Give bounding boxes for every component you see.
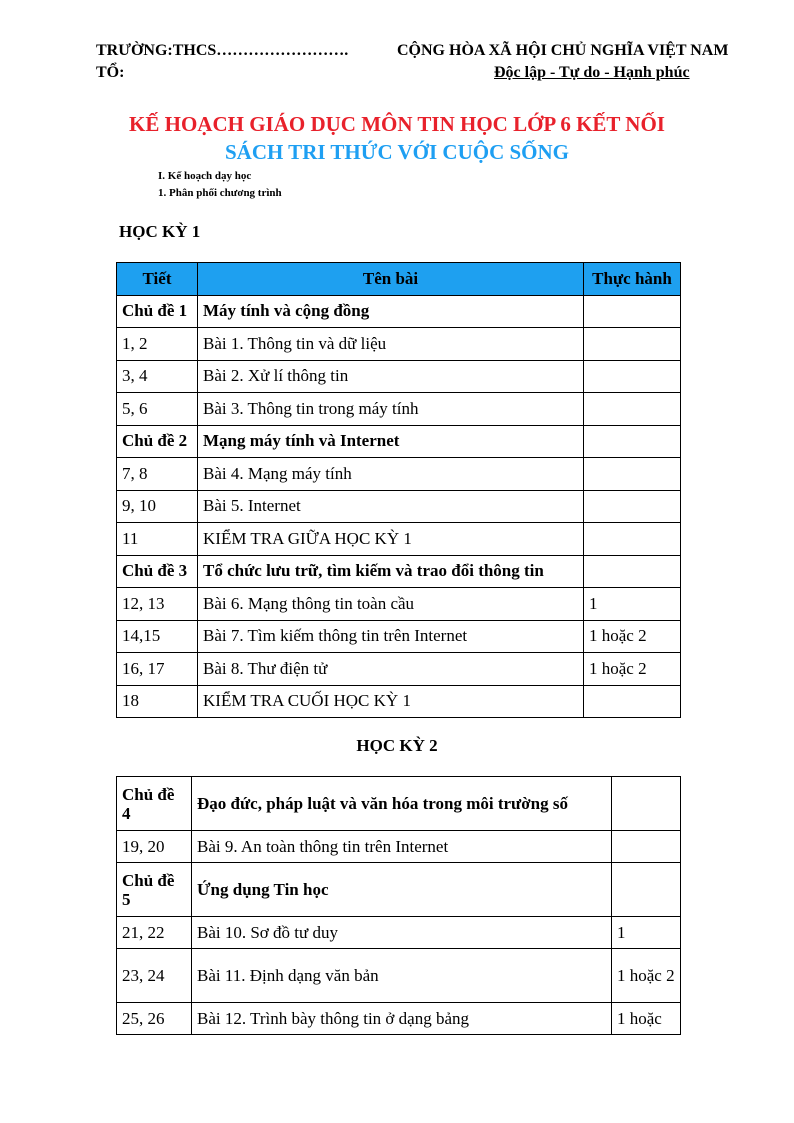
lesson-cell: Bài 5. Internet bbox=[198, 490, 584, 523]
table-row-topic bbox=[117, 777, 681, 831]
period-cell: 3, 4 bbox=[117, 360, 198, 393]
lesson-cell: Bài 11. Định dạng văn bản bbox=[192, 949, 612, 1003]
nation-name: CỘNG HÒA XÃ HỘI CHỦ NGHĨA VIỆT NAM bbox=[397, 42, 729, 59]
national-motto: Độc lập - Tự do - Hạnh phúc bbox=[494, 64, 690, 81]
period-cell: Chủ đề 3 bbox=[117, 555, 198, 588]
table-row bbox=[117, 653, 681, 686]
table-row bbox=[117, 328, 681, 361]
semester2-heading: HỌC KỲ 2 bbox=[356, 736, 438, 755]
period-cell: 21, 22 bbox=[117, 917, 192, 949]
lesson-cell: Bài 6. Mạng thông tin toàn cầu bbox=[198, 588, 584, 621]
period-cell: Chủ đề 5 bbox=[117, 863, 192, 917]
group-name: TỔ: bbox=[96, 64, 125, 81]
practice-cell: 1 hoặc 2 bbox=[612, 949, 681, 1003]
table-row bbox=[117, 588, 681, 621]
period-cell: 9, 10 bbox=[117, 490, 198, 523]
practice-cell: 1 hoặc 2 bbox=[584, 620, 681, 653]
period-cell: 12, 13 bbox=[117, 588, 198, 621]
table-row-topic bbox=[117, 295, 681, 328]
lesson-cell: KIỂM TRA CUỐI HỌC KỲ 1 bbox=[198, 685, 584, 718]
table-row bbox=[117, 917, 681, 949]
practice-cell bbox=[612, 863, 681, 917]
table-row bbox=[117, 949, 681, 1003]
table-row bbox=[117, 360, 681, 393]
period-cell: Chủ đề 1 bbox=[117, 295, 198, 328]
practice-cell bbox=[612, 777, 681, 831]
practice-cell: 1 bbox=[612, 917, 681, 949]
practice-cell bbox=[584, 328, 681, 361]
period-cell: Chủ đề 2 bbox=[117, 425, 198, 458]
practice-cell: 1 bbox=[584, 588, 681, 621]
table-row bbox=[117, 685, 681, 718]
practice-cell bbox=[584, 295, 681, 328]
table-row-topic bbox=[117, 425, 681, 458]
practice-cell bbox=[584, 490, 681, 523]
lesson-cell: Bài 12. Trình bày thông tin ở dạng bảng bbox=[192, 1003, 612, 1035]
lesson-cell: KIỂM TRA GIỮA HỌC KỲ 1 bbox=[198, 523, 584, 556]
lesson-cell: Mạng máy tính và Internet bbox=[198, 425, 584, 458]
period-cell: 16, 17 bbox=[117, 653, 198, 686]
period-cell: 5, 6 bbox=[117, 393, 198, 426]
practice-cell bbox=[584, 393, 681, 426]
lesson-cell: Bài 10. Sơ đồ tư duy bbox=[192, 917, 612, 949]
lesson-cell: Bài 2. Xử lí thông tin bbox=[198, 360, 584, 393]
lesson-cell: Đạo đức, pháp luật và văn hóa trong môi trường số bbox=[192, 777, 612, 831]
practice-cell bbox=[612, 831, 681, 863]
table-row bbox=[117, 490, 681, 523]
period-cell: 7, 8 bbox=[117, 458, 198, 491]
period-cell: 11 bbox=[117, 523, 198, 556]
period-cell: 14,15 bbox=[117, 620, 198, 653]
semester1-table bbox=[116, 262, 681, 718]
table-row-topic bbox=[117, 555, 681, 588]
document-subtitle: SÁCH TRI THỨC VỚI CUỘC SỐNG bbox=[224, 140, 570, 164]
section-heading: I. Kế hoạch dạy học bbox=[158, 170, 252, 182]
lesson-cell: Bài 4. Mạng máy tính bbox=[198, 458, 584, 491]
period-cell: 18 bbox=[117, 685, 198, 718]
school-name: TRƯỜNG:THCS……………………. bbox=[96, 42, 349, 59]
lesson-cell: Bài 1. Thông tin và dữ liệu bbox=[198, 328, 584, 361]
semester1-heading: HỌC KỲ 1 bbox=[119, 222, 201, 241]
nation-header bbox=[397, 40, 728, 84]
period-cell: 23, 24 bbox=[117, 949, 192, 1003]
practice-cell: 1 hoặc 2 bbox=[584, 653, 681, 686]
column-header-practice: Thực hành bbox=[584, 263, 681, 296]
period-cell: Chủ đề 4 bbox=[117, 777, 192, 831]
table-row bbox=[117, 393, 681, 426]
lesson-cell: Máy tính và cộng đồng bbox=[198, 295, 584, 328]
practice-cell: 1 hoặc bbox=[612, 1003, 681, 1035]
practice-cell bbox=[584, 425, 681, 458]
table-row bbox=[117, 523, 681, 556]
semester2-table bbox=[116, 776, 681, 1035]
table-row bbox=[117, 458, 681, 491]
table-row bbox=[117, 620, 681, 653]
lesson-cell: Ứng dụng Tin học bbox=[192, 863, 612, 917]
document-title: KẾ HOẠCH GIÁO DỤC MÔN TIN HỌC LỚP 6 KẾT NỐI bbox=[129, 112, 665, 136]
school-header bbox=[96, 40, 348, 84]
column-header-period: Tiết bbox=[117, 263, 198, 296]
period-cell: 19, 20 bbox=[117, 831, 192, 863]
lesson-cell: Bài 9. An toàn thông tin trên Internet bbox=[192, 831, 612, 863]
table-header-row bbox=[117, 263, 681, 296]
practice-cell bbox=[584, 555, 681, 588]
lesson-cell: Bài 7. Tìm kiếm thông tin trên Internet bbox=[198, 620, 584, 653]
practice-cell bbox=[584, 523, 681, 556]
subsection-heading: 1. Phân phối chương trình bbox=[158, 187, 282, 199]
table-row bbox=[117, 1003, 681, 1035]
practice-cell bbox=[584, 360, 681, 393]
practice-cell bbox=[584, 685, 681, 718]
lesson-cell: Bài 3. Thông tin trong máy tính bbox=[198, 393, 584, 426]
period-cell: 1, 2 bbox=[117, 328, 198, 361]
lesson-cell: Bài 8. Thư điện tử bbox=[198, 653, 584, 686]
table-row-topic bbox=[117, 863, 681, 917]
table-row bbox=[117, 831, 681, 863]
practice-cell bbox=[584, 458, 681, 491]
lesson-cell: Tổ chức lưu trữ, tìm kiếm và trao đổi thông tin bbox=[198, 555, 584, 588]
period-cell: 25, 26 bbox=[117, 1003, 192, 1035]
column-header-lesson: Tên bài bbox=[198, 263, 584, 296]
